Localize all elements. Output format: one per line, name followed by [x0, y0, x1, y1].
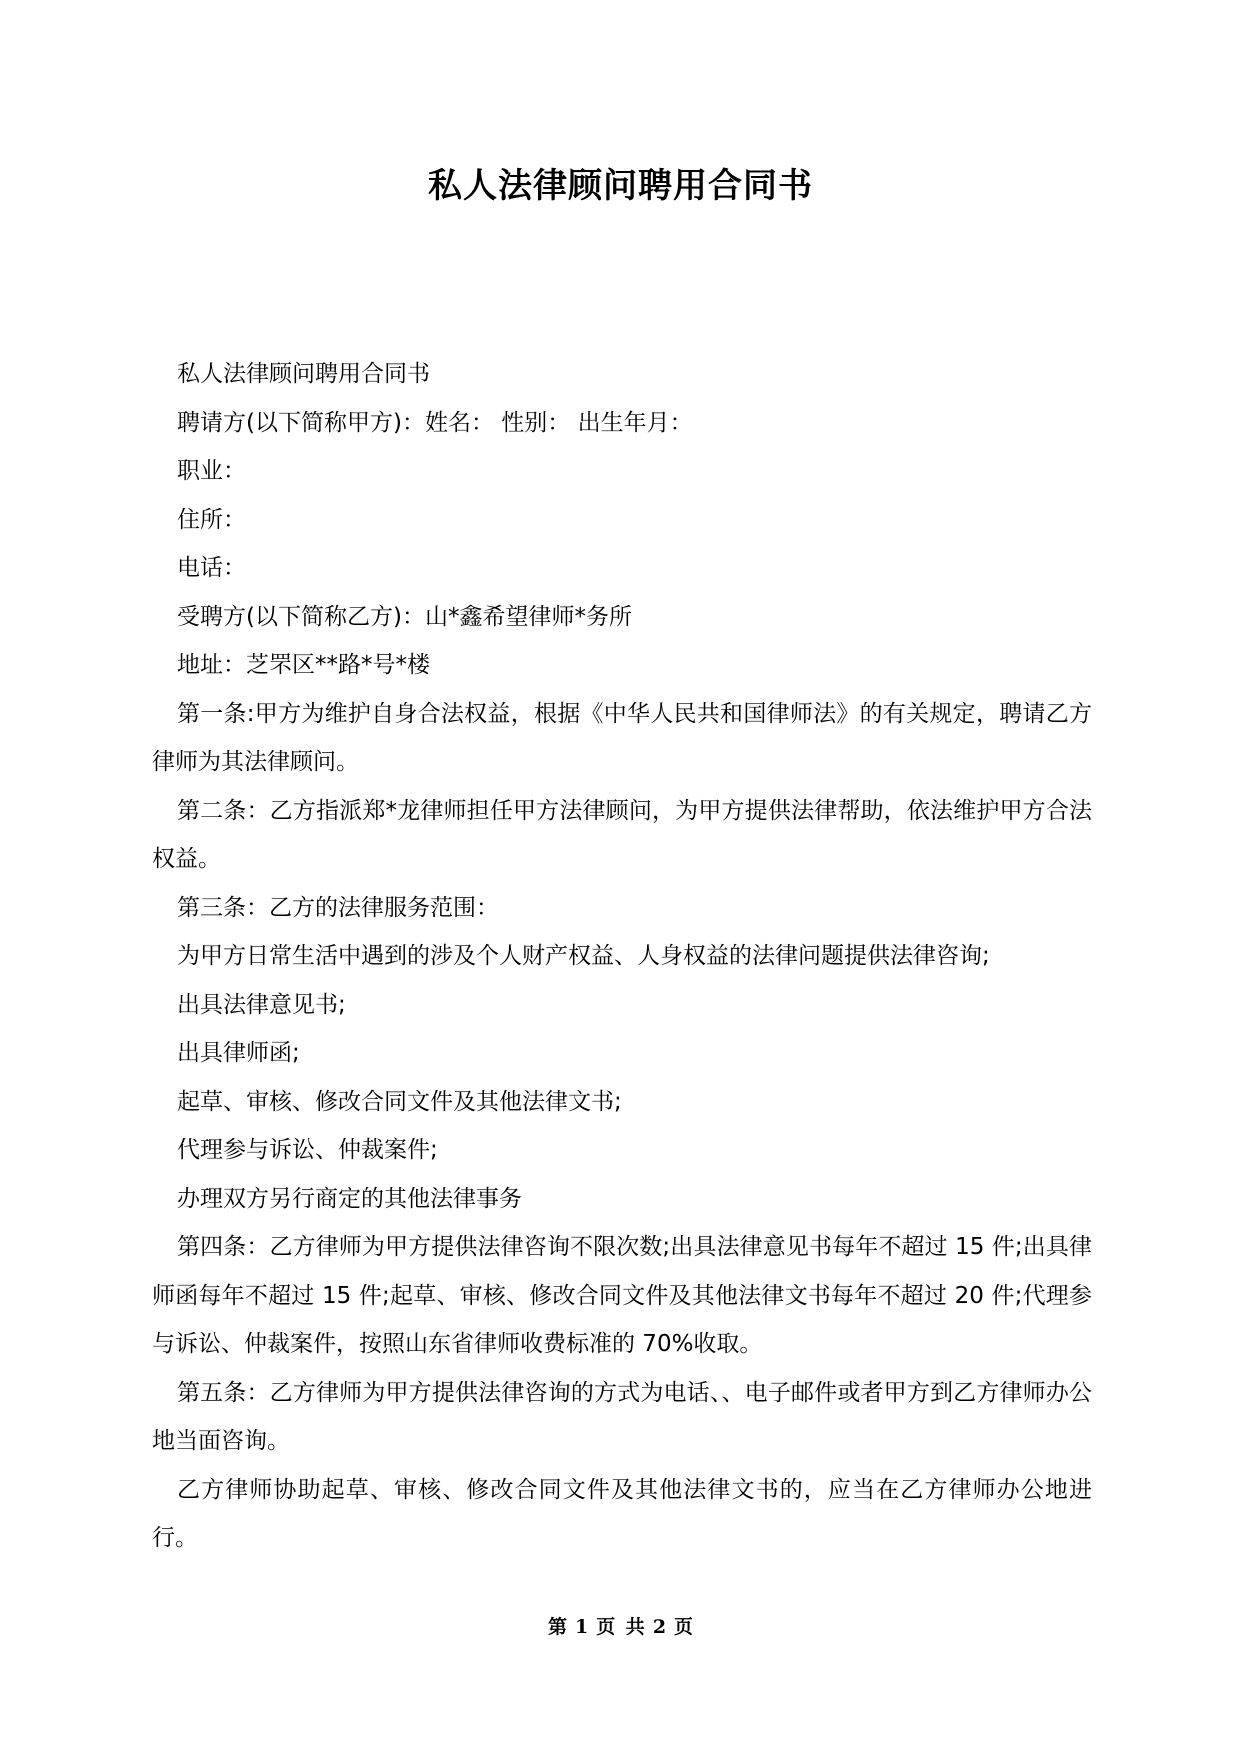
paragraph: 为甲方日常生活中遇到的涉及个人财产权益、人身权益的法律问题提供法律咨询; — [177, 943, 990, 969]
document-title: 私人法律顾问聘用合同书 — [428, 166, 813, 206]
paragraph: 第一条:甲方为维护自身合法权益，根据《中华人民共和国律师法》的有关规定，聘请乙方律师为其法律顾问。 — [152, 700, 1092, 775]
paragraph: 私人法律顾问聘用合同书 — [177, 361, 430, 387]
paragraph: 受聘方(以下简称乙方)：山*鑫希望律师*务所 — [177, 603, 632, 630]
paragraph: 住所： — [177, 506, 246, 533]
paragraph: 出具律师函; — [177, 1040, 300, 1066]
paragraph: 出具法律意见书; — [177, 991, 346, 1018]
paragraph: 办理双方另行商定的其他法律事务 — [177, 1185, 522, 1212]
page-middle: 页 共 — [596, 1616, 645, 1638]
paragraph: 第五条：乙方律师为甲方提供法律咨询的方式为电话、、电子邮件或者甲方到乙方律师办公地当面咨询。 — [152, 1379, 1092, 1454]
paragraph: 代理参与诉讼、仲裁案件; — [177, 1137, 438, 1163]
page-footer — [0, 1612, 1241, 1639]
page-prefix: 第 — [547, 1616, 567, 1638]
paragraph: 聘请方(以下简称甲方)：姓名： 性别： 出生年月： — [177, 409, 693, 436]
paragraph: 第四条：乙方律师为甲方提供法律咨询不限次数;出具法律意见书每年不超过 15 件;出具律师函每年不超过 15 件;起草、审核、修改合同文件及其他法律文书每年不超过 20 件;代理参与诉讼、仲裁案件，按照山东省律师收费标准的 70%收取。 — [152, 1234, 1092, 1357]
document-body — [152, 350, 1092, 1563]
total-pages: 2 — [652, 1616, 667, 1638]
page-number: 1 — [574, 1616, 589, 1638]
paragraph: 职业： — [177, 458, 246, 484]
paragraph: 电话： — [177, 555, 246, 581]
paragraph: 第三条：乙方的法律服务范围： — [177, 894, 499, 921]
paragraph: 乙方律师协助起草、审核、修改合同文件及其他法律文书的，应当在乙方律师办公地进行。 — [152, 1476, 1092, 1551]
paragraph: 起草、审核、修改合同文件及其他法律文书; — [177, 1088, 622, 1115]
paragraph: 第二条：乙方指派郑*龙律师担任甲方法律顾问，为甲方提供法律帮助，依法维护甲方合法权益。 — [152, 797, 1092, 872]
page-suffix: 页 — [674, 1616, 694, 1638]
paragraph: 地址：芝罘区**路*号*楼 — [177, 652, 430, 678]
